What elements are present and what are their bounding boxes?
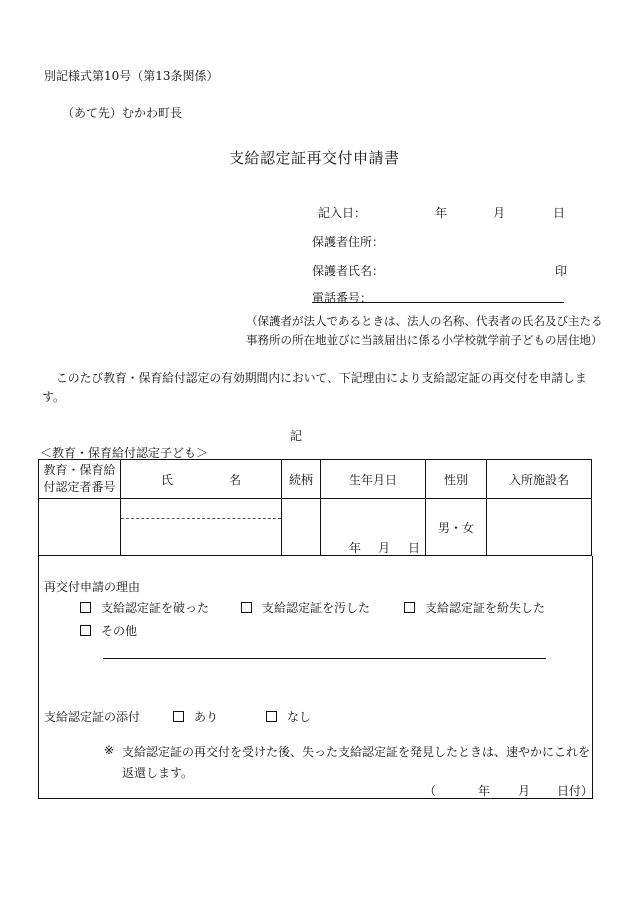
checkbox-soiled[interactable] bbox=[241, 602, 252, 613]
header-name: 氏 名 bbox=[121, 460, 282, 499]
header-relation: 続柄 bbox=[282, 460, 321, 499]
other-reason-line[interactable] bbox=[103, 658, 546, 659]
cell-name[interactable] bbox=[121, 499, 282, 556]
reason-option-other[interactable]: その他 bbox=[80, 622, 137, 639]
header-birth: 生年月日 bbox=[321, 460, 426, 499]
header-facility: 入所施設名 bbox=[487, 460, 592, 499]
attach-option-yes[interactable]: あり bbox=[173, 708, 218, 725]
corporate-note-1: （保護者が法人であるときは、法人の名称、代表者の氏名及び主たる bbox=[246, 314, 603, 328]
footer-day-label: 日付） bbox=[557, 784, 594, 798]
return-note-2: 返還します。 bbox=[122, 766, 194, 780]
checkbox-attach-no[interactable] bbox=[266, 711, 277, 722]
phone-label: 電話番号： bbox=[312, 291, 373, 305]
note-mark: ※ bbox=[104, 743, 115, 757]
seal-mark: 印 bbox=[555, 264, 568, 278]
form-number: 別記様式第10号（第13条関係） bbox=[44, 69, 219, 83]
checkbox-attach-yes[interactable] bbox=[173, 711, 184, 722]
cell-number[interactable] bbox=[39, 499, 121, 556]
checkbox-lost[interactable] bbox=[404, 602, 415, 613]
birth-year-label: 年 bbox=[349, 541, 362, 555]
footer-month-label: 月 bbox=[518, 784, 531, 798]
date-month-label: 月 bbox=[493, 206, 506, 220]
date-label: 記入日： bbox=[318, 206, 367, 220]
reason-option-torn[interactable]: 支給認定証を破った bbox=[80, 599, 209, 616]
statement-line-1: このたび教育・保育給付認定の有効期間内において、下記理由により支給認定証の再交付を申請しま bbox=[56, 371, 587, 385]
birth-month-label: 月 bbox=[378, 541, 391, 555]
footer-paren-open: （ bbox=[424, 784, 437, 798]
addressee: （あて先）むかわ町長 bbox=[62, 106, 183, 120]
header-number: 教育・保育給 付認定者番号 bbox=[39, 460, 121, 499]
cell-sex[interactable] bbox=[426, 499, 487, 556]
cell-facility[interactable] bbox=[487, 499, 592, 556]
return-note-1: 支給認定証の再交付を受けた後、失った支給認定証を発見したときは、速やかにこれを bbox=[122, 745, 591, 759]
name-kana-divider bbox=[121, 518, 281, 519]
header-sex: 性別 bbox=[426, 460, 487, 499]
page-title: 支給認定証再交付申請書 bbox=[229, 149, 400, 167]
cell-relation[interactable] bbox=[282, 499, 321, 556]
sex-options: 男・女 bbox=[437, 520, 474, 535]
reason-label: 再交付申請の理由 bbox=[44, 580, 141, 594]
ki-heading: 記 bbox=[290, 429, 303, 443]
reason-option-lost[interactable]: 支給認定証を紛失した bbox=[404, 599, 545, 616]
date-day-label: 日 bbox=[553, 206, 566, 220]
address-label: 保護者住所： bbox=[312, 235, 385, 249]
attach-option-no[interactable]: なし bbox=[266, 708, 311, 725]
cell-birth[interactable] bbox=[321, 499, 426, 556]
attach-label: 支給認定証の添付 bbox=[44, 710, 141, 724]
date-year-label: 年 bbox=[435, 206, 448, 220]
statement-line-2: す。 bbox=[42, 390, 66, 404]
name-label: 保護者氏名： bbox=[312, 264, 385, 278]
phone-underline bbox=[312, 302, 564, 303]
section-label: ＜教育・保育給付認定子ども＞ bbox=[40, 446, 209, 460]
birth-day-label: 日 bbox=[408, 541, 421, 555]
checkbox-other[interactable] bbox=[80, 625, 91, 636]
corporate-note-2: 事務所の所在地並びに当該届出に係る小学校就学前子どもの居住地） bbox=[246, 333, 603, 347]
reason-option-soiled[interactable]: 支給認定証を汚した bbox=[241, 599, 370, 616]
footer-year-label: 年 bbox=[478, 784, 491, 798]
child-table bbox=[38, 459, 592, 556]
checkbox-torn[interactable] bbox=[80, 602, 91, 613]
